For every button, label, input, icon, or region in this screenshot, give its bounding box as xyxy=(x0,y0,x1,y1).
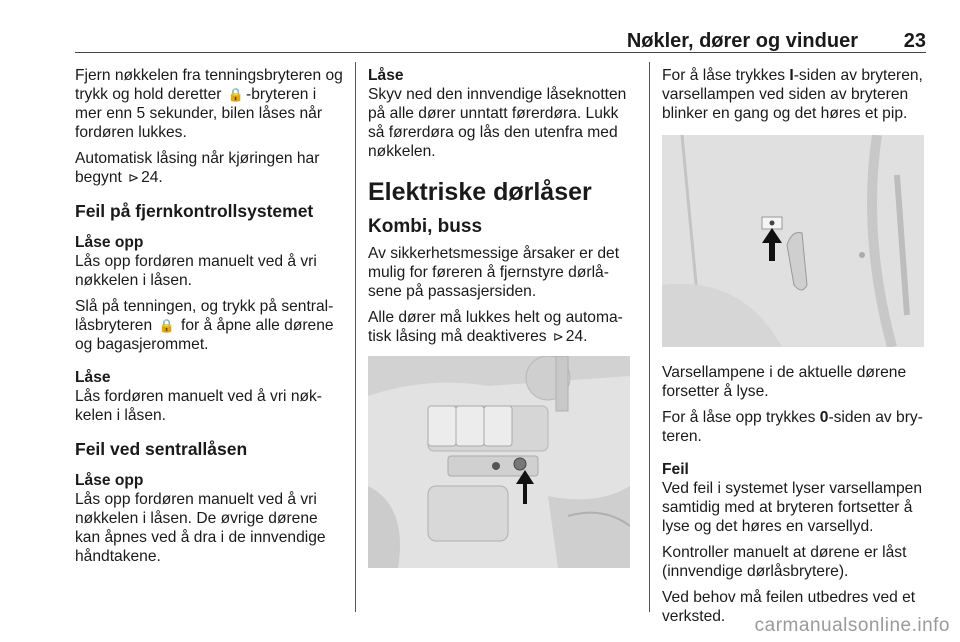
paragraph: Ved feil i systemet lyser varsellampen samtidig med at bryteren fortsetter å lyse og det høres en varsellyd. xyxy=(662,480,922,535)
dashboard-illustration-svg xyxy=(368,356,630,568)
page-reference[interactable]: 24. xyxy=(565,328,588,345)
key-label: 0 xyxy=(819,409,829,426)
section-heading: Feil på fjernkontrollsystemet xyxy=(75,201,314,221)
paragraph: Lås fordøren manuelt ved å vri nøk-kelen i låsen. xyxy=(75,388,323,424)
column-2 xyxy=(368,66,638,578)
paragraph: Alle dører må lukkes helt og automa-tisk låsing må deaktiveres ⊳ 24. xyxy=(368,309,623,345)
lock-icon: 🔒 xyxy=(158,318,175,333)
column-3 xyxy=(662,66,932,633)
paragraph: Varsellampene i de aktuelle dørene forsetter å lyse. xyxy=(662,364,907,400)
paragraph: For å låse trykkes I-siden av bryteren, varsellampen ved siden av bryteren blinker en gang og det høres et pip. xyxy=(662,67,923,122)
paragraph: Kontroller manuelt at dørene er låst (innvendige dørlåsbrytere). xyxy=(662,544,907,580)
lock-icon: 🔒 xyxy=(227,87,245,102)
paragraph: Av sikkerhetsmessige årsaker er det mulig for føreren å fjernstyre dørlå-sene på passasjersiden. xyxy=(368,245,620,300)
dashboard-switch-illustration xyxy=(368,356,630,568)
paragraph: Ved behov må feilen utbedres ved et verksted. xyxy=(662,589,916,625)
column-divider-2 xyxy=(649,62,650,612)
paragraph: Automatisk låsing når kjøringen har begynt ⊳ 24. xyxy=(75,150,320,186)
subheading: Låse xyxy=(75,369,111,386)
paragraph: Lås opp fordøren manuelt ved å vri nøkkelen i låsen. De øvrige dørene kan åpnes ved å dra i de innvendige håndtakene. xyxy=(75,491,326,565)
subheading: Låse xyxy=(368,67,404,84)
column-divider-1 xyxy=(355,62,356,612)
watermark: carmanualsonline.info xyxy=(754,615,950,636)
paragraph: Lås opp fordøren manuelt ved å vri nøkkelen i låsen. xyxy=(75,253,317,289)
paragraph: Fjern nøkkelen fra tenningsbryteren og trykk og hold deretter 🔒 -bryteren i mer enn 5 sekunder, bilen låses når fordøren lukkes. xyxy=(75,67,343,141)
section-heading: Kombi, buss xyxy=(368,216,483,237)
page-number: 23 xyxy=(903,30,926,52)
column-1 xyxy=(75,66,343,573)
paragraph: Skyv ned den innvendige låseknotten på alle dører unntatt førerdøra. Lukk så førerdøra og lås den utenfra med nøkkelen. xyxy=(368,86,627,160)
door-switch-illustration xyxy=(662,135,924,347)
key-label: I xyxy=(789,67,794,84)
subheading: Låse opp xyxy=(75,472,144,489)
chapter-heading: Elektriske dørlåser xyxy=(368,178,592,206)
page-reference[interactable]: 24. xyxy=(141,169,163,186)
door-illustration-svg xyxy=(662,135,924,347)
subheading: Låse opp xyxy=(75,234,144,251)
paragraph: Slå på tenningen, og trykk på sentral-låsbryteren 🔒 for å åpne alle dørene og bagasjerommet. xyxy=(75,298,334,353)
section-heading: Feil ved sentrallåsen xyxy=(75,439,248,459)
reference-arrow-icon: ⊳ xyxy=(128,170,140,185)
header-rule xyxy=(75,52,926,53)
page-header xyxy=(75,30,926,52)
paragraph: For å låse opp trykkes 0-siden av bry-teren. xyxy=(662,409,923,445)
reference-arrow-icon: ⊳ xyxy=(552,329,564,344)
subheading: Feil xyxy=(662,461,689,478)
header-title: Nøkler, dører og vinduer xyxy=(626,30,858,52)
